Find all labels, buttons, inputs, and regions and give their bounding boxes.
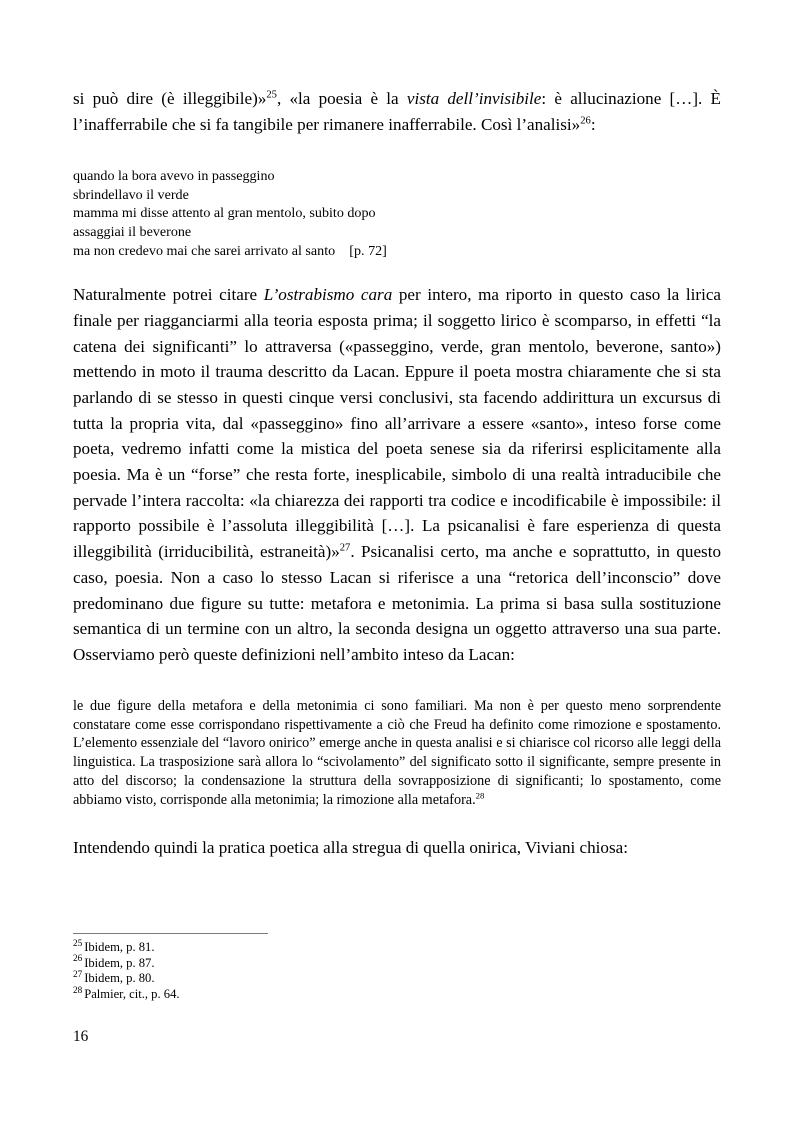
lead-text-c: : è allucinazione […]. [541, 89, 703, 108]
work-title-italic: L’ostrabismo cara [263, 285, 393, 305]
blockquote-lacan [73, 697, 721, 810]
spacer-before-verse [73, 137, 721, 167]
lead-text-d: È l’inafferrabile che si fa tangibile per rimanere inafferrabile. Così l’analisi» [73, 89, 721, 134]
lead-italic-phrase: vista dell’invisibile [406, 89, 542, 108]
spacer-before-body [73, 260, 721, 282]
footnote-ref-26[interactable]: 26 [580, 114, 591, 126]
spacer-before-blockquote [73, 668, 721, 697]
verse-line: mamma mi disse attento al gran mentolo, subito dopo [73, 205, 376, 222]
footnote-number: 27 [73, 969, 83, 979]
footnote-item [73, 937, 721, 956]
footnote-number: 26 [73, 953, 83, 964]
footnote-text: Ibidem, p. 81. [84, 940, 155, 954]
footnote-ref-25[interactable]: 25 [266, 89, 277, 101]
body-text-a: Naturalmente potrei citare [73, 285, 264, 305]
verse-line: sbrindellavo il verde [73, 186, 189, 203]
footnote-number: 25 [73, 937, 83, 948]
footnote-item [73, 971, 721, 987]
closing-paragraph: Intendendo quindi la pratica poetica alla stregua di quella onirica, Viviani chiosa: [73, 838, 628, 858]
body-text-b: per intero, ma riporto in questo caso la lirica finale per riagganciarmi alla teoria esposta prima; il soggetto lirico è scomparso, in effetti “la catena dei significanti” lo attraversa («passeggino, verde, gran mentolo, beverone, santo») mettendo in moto il trauma descritto da Lacan. Eppure il poeta mostra chiaramente che si sta parlando di se stesso in questi cinque versi conclusivi, sta facendo addirittura un excursus di tutta la propria vita, dal «passeggino» fino all’arrivare a essere «santo», inteso forse come poeta, vedremo infatti come la mistica del poeta senese sia da riferirsi esplicitamente alla poesia. Ma è un “forse” che resta forte, inesplicabile, simbolo di una realtà intraducibile che pervade l’intera raccolta: «la chiarezza dei rapporti tra codice e incodificabile è impossibile: il rapporto possibile è l’assoluta illeggibilità […]. La psicanalisi è fare esperienza di questa illeggibilità (irriducibilità, estraneità)» [73, 285, 721, 562]
body-paragraph [73, 282, 721, 668]
footnote-ref-27[interactable]: 27 [339, 542, 351, 554]
lead-text-a: si può dire (è illeggibile)» [73, 89, 267, 108]
verse-line: quando la bora avevo in passeggino [73, 168, 275, 185]
footnote-item [73, 953, 721, 972]
page-number: 16 [73, 1028, 89, 1045]
lead-text-b: , «la poesia è la [276, 89, 407, 108]
footnote-text: Ibidem, p. 80. [84, 971, 155, 986]
verse-line-with-page-ref: ma non credevo mai che sarei arrivato al santo [p. 72] [73, 242, 387, 259]
body-text-c: . Psicanalisi certo, ma anche e soprattutto, in questo caso, poesia. Non a caso lo stesso Lacan si riferisce a una “retorica dell’inconscio” dove predominano due figure su tutte: metafora e metonimia. La prima si basa sulla sostituzione semantica di un termine con un altro, la seconda designa un oggetto attraverso una sua parte. Osserviamo però queste definizioni nell’ambito inteso da Lacan: [73, 542, 721, 664]
lead-paragraph [73, 86, 721, 137]
footnote-text: Ibidem, p. 87. [84, 955, 155, 970]
footnote-number: 28 [73, 984, 83, 995]
verse-block [73, 167, 721, 260]
verse-line: assaggiai il beverone [73, 223, 192, 240]
footnote-text: Palmier, cit., p. 64. [84, 986, 180, 1001]
footnote-item [73, 984, 721, 1003]
spacer-after-blockquote [73, 809, 721, 835]
footnote-separator-rule [73, 933, 268, 934]
footnote-ref-28[interactable]: 28 [475, 789, 485, 800]
page-content [73, 86, 721, 861]
lead-text-e: : [590, 114, 596, 134]
blockquote-text: le due figure della metafora e della metonimia ci sono familiari. Ma non è per questo meno sorprendente constatare come esse corrispondano rispettivamente a ciò che Freud ha definito come rimozione e spostamento. L’elemento essenziale del “lavoro onirico” emerge anche in questa analisi e si chiarisce col ricorso alle leggi della linguistica. La trasposizione sarà allora lo “scivolamento” del significato sotto il significante, sempre presente in atto del discorso; la condensazione la struttura della sovrapposizione di significanti; lo spostamento, come abbiamo visto, corrisponde alla metonimia; la rimozione alla metafora. [73, 697, 721, 808]
footnotes-section [73, 933, 721, 1002]
